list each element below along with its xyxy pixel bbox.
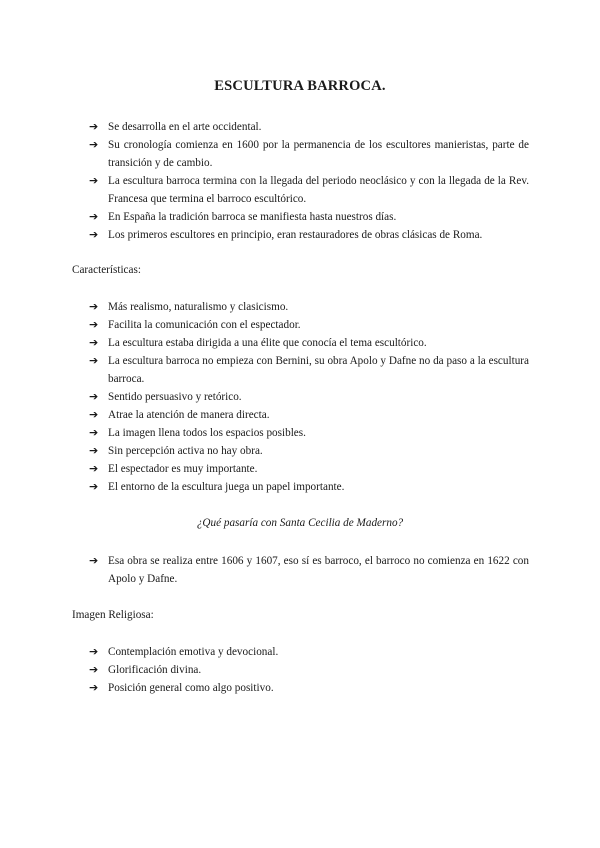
intro-list xyxy=(89,118,529,244)
question-subtitle: ¿Qué pasaría con Santa Cecilia de Maderno? xyxy=(196,517,404,529)
list-item: ➔ Glorificación divina. xyxy=(89,661,529,679)
arrow-icon: ➔ xyxy=(89,300,99,313)
list-item: ➔ Facilita la comunicación con el espectador. xyxy=(89,316,529,334)
list-item: ➔ La escultura estaba dirigida a una élite que conocía el tema escultórico. xyxy=(89,334,529,352)
arrow-icon: ➔ xyxy=(89,462,99,475)
list-item: ➔ Se desarrolla en el arte occidental. xyxy=(89,118,529,136)
page-title: ESCULTURA BARROCA. xyxy=(214,78,386,94)
list-item: ➔ La escultura barroca termina con la llegada del periodo neoclásico y con la llegada de la Rev. Francesa que termina el barroco escultórico. xyxy=(89,174,529,205)
arrow-icon: ➔ xyxy=(89,120,99,133)
arrow-icon: ➔ xyxy=(89,663,99,676)
list-item: ➔ Contemplación emotiva y devocional. xyxy=(89,643,529,661)
arrow-icon: ➔ xyxy=(89,354,99,367)
list-item: ➔ Atrae la atención de manera directa. xyxy=(89,406,529,424)
arrow-icon: ➔ xyxy=(89,138,99,151)
arrow-icon: ➔ xyxy=(89,408,99,421)
arrow-icon: ➔ xyxy=(89,554,99,567)
arrow-icon: ➔ xyxy=(89,444,99,457)
arrow-icon: ➔ xyxy=(89,390,99,403)
list-item: ➔ Sin percepción activa no hay obra. xyxy=(89,442,529,460)
list-item: ➔ El entorno de la escultura juega un papel importante. xyxy=(89,478,529,496)
list-item: ➔ Esa obra se realiza entre 1606 y 1607, eso sí es barroco, el barroco no comienza en 1622 con Apolo y Dafne. xyxy=(89,554,529,585)
arrow-icon: ➔ xyxy=(89,645,99,658)
arrow-icon: ➔ xyxy=(89,228,99,241)
arrow-icon: ➔ xyxy=(89,681,99,694)
religious-heading: Imagen Religiosa: xyxy=(72,609,154,621)
list-item: ➔ Posición general como algo positivo. xyxy=(89,679,529,697)
arrow-icon: ➔ xyxy=(89,318,99,331)
list-item: ➔ Sentido persuasivo y retórico. xyxy=(89,388,529,406)
religious-list xyxy=(89,643,529,697)
arrow-icon: ➔ xyxy=(89,426,99,439)
arrow-icon: ➔ xyxy=(89,336,99,349)
list-item: ➔ En España la tradición barroca se manifiesta hasta nuestros días. xyxy=(89,208,529,226)
list-item: ➔ Su cronología comienza en 1600 por la permanencia de los escultores manieristas, parte de transición y de cambio. xyxy=(89,138,529,169)
characteristics-heading: Características: xyxy=(72,264,141,276)
list-item: ➔ El espectador es muy importante. xyxy=(89,460,529,478)
list-item: ➔ Los primeros escultores en principio, eran restauradores de obras clásicas de Roma. xyxy=(89,226,529,244)
characteristics-list xyxy=(89,298,529,496)
arrow-icon: ➔ xyxy=(89,480,99,493)
arrow-icon: ➔ xyxy=(89,210,99,223)
list-item: ➔ La escultura barroca no empieza con Bernini, su obra Apolo y Dafne no da paso a la escultura barroca. xyxy=(89,354,529,385)
list-item: ➔ Más realismo, naturalismo y clasicismo. xyxy=(89,298,529,316)
arrow-icon: ➔ xyxy=(89,174,99,187)
question-list xyxy=(89,552,529,588)
list-item: ➔ La imagen llena todos los espacios posibles. xyxy=(89,424,529,442)
